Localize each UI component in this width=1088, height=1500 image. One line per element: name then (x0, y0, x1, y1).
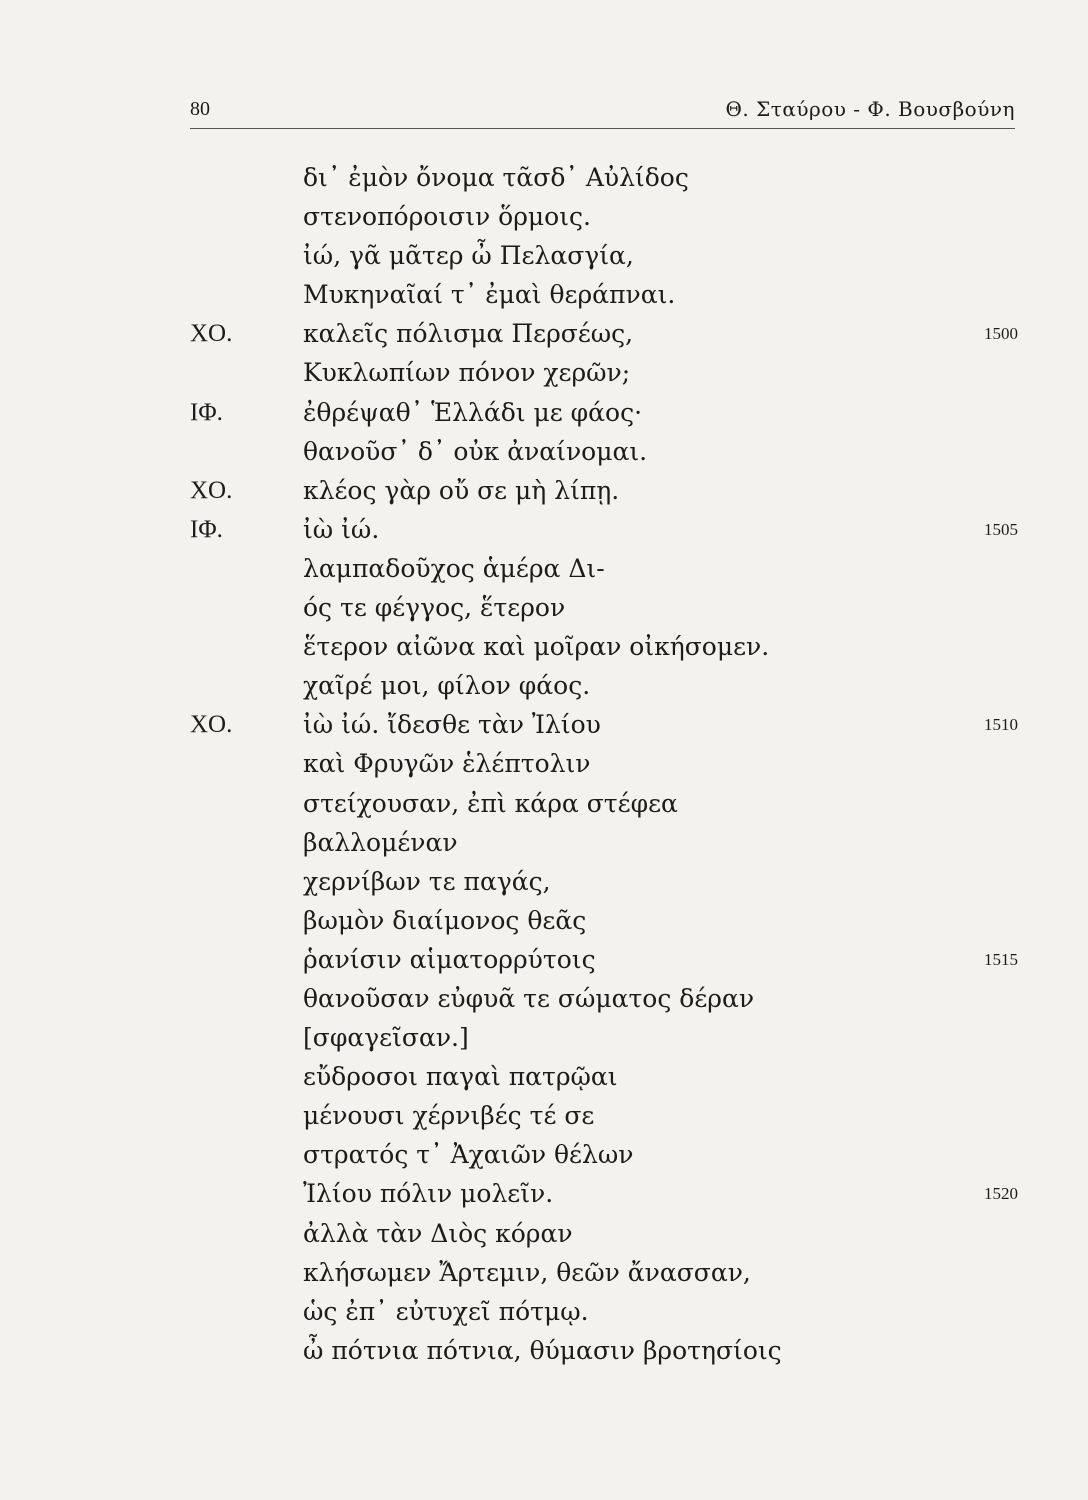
verse-line (0, 471, 1088, 510)
verse-text: δι᾽ ἐμὸν ὄνομα τᾶσδ᾽ Αὐλίδος (303, 163, 689, 192)
verse-text: ἀλλὰ τὰν Διὸς κόραν (303, 1218, 573, 1248)
verse-text: ἰὼ ἰώ. ἴδεσθε τὰν Ἰλίου (303, 710, 601, 740)
verse-line (0, 744, 1088, 783)
verse-line (0, 979, 1088, 1018)
verse-text: βαλλομέναν (303, 827, 458, 857)
verse-line (0, 784, 1088, 823)
running-head: Θ. Σταύρου - Φ. Βουσβούνη (725, 97, 1015, 121)
verse-line (0, 549, 1088, 588)
verse-line (0, 432, 1088, 471)
verse-line (0, 353, 1088, 392)
page-number: 80 (190, 98, 210, 120)
verse-line (0, 236, 1088, 275)
verse-text: καλεῖς πόλισμα Περσέως, (303, 319, 634, 349)
line-number: 1510 (984, 715, 1018, 735)
verse-text: λαμπαδοῦχος ἁμέρα Δι- (303, 553, 605, 583)
verse-line (0, 588, 1088, 627)
verse-line (0, 510, 1088, 549)
speaker-label: ΧΟ. (190, 320, 233, 348)
verse-line (0, 393, 1088, 432)
verse-text: εὔδροσοι παγαὶ πατρῷαι (303, 1062, 618, 1092)
verse-line (0, 705, 1088, 744)
verse-line (0, 901, 1088, 940)
verse-text: χερνίβων τε παγάς, (303, 866, 551, 896)
verse-text: χαῖρέ μοι, φίλον φάος. (303, 671, 591, 701)
verse-text: κλήσωμεν Ἄρτεμιν, θεῶν ἄνασσαν, (303, 1257, 751, 1287)
verse-block (0, 158, 1088, 1370)
verse-text: Μυκηναῖαί τ᾽ ἐμαὶ θεράπναι. (303, 280, 676, 310)
verse-text: θανοῦσ᾽ δ᾽ οὐκ ἀναίνομαι. (303, 436, 648, 466)
verse-line (0, 1018, 1088, 1057)
verse-line (0, 314, 1088, 353)
verse-line (0, 1292, 1088, 1331)
verse-text: ὦ πότνια πότνια, θύμασιν βροτησίοις (303, 1335, 782, 1365)
verse-line (0, 666, 1088, 705)
verse-text: Ἰλίου πόλιν μολεῖν. (303, 1179, 554, 1209)
line-number: 1520 (984, 1184, 1018, 1204)
verse-text: Κυκλωπίων πόνον χερῶν; (303, 358, 631, 388)
verse-line (0, 1135, 1088, 1174)
verse-line (0, 197, 1088, 236)
speaker-label: ΙΦ. (190, 398, 223, 426)
verse-line (0, 823, 1088, 862)
verse-line (0, 1253, 1088, 1292)
verse-line (0, 158, 1088, 197)
line-number: 1515 (984, 949, 1018, 969)
verse-text: κλέος γὰρ οὔ σε μὴ λίπῃ. (303, 475, 620, 505)
verse-text: καὶ Φρυγῶν ἑλέπτολιν (303, 749, 591, 779)
verse-text: στρατός τ᾽ Ἀχαιῶν θέλων (303, 1140, 634, 1170)
verse-line (0, 627, 1088, 666)
verse-text: θανοῦσαν εὐφυᾶ τε σώματος δέραν (303, 983, 755, 1013)
verse-line (0, 1331, 1088, 1370)
verse-text: ὡς ἐπ᾽ εὐτυχεῖ πότμῳ. (303, 1296, 589, 1326)
header-rule (190, 128, 1015, 129)
verse-text: βωμὸν διαίμονος θεᾶς (303, 905, 587, 935)
verse-line (0, 862, 1088, 901)
line-number: 1505 (984, 519, 1018, 539)
verse-text: ῥανίσιν αἱματορρύτοις (303, 944, 596, 974)
verse-line (0, 940, 1088, 979)
verse-text: [σφαγεῖσαν.] (303, 1023, 469, 1053)
line-number: 1500 (984, 324, 1018, 344)
verse-line (0, 275, 1088, 314)
verse-line (0, 1174, 1088, 1213)
verse-text: ός τε φέγγος, ἕτερον (303, 593, 566, 623)
verse-line (0, 1096, 1088, 1135)
verse-text: ἰὼ ἰώ. (303, 514, 380, 544)
speaker-label: ΧΟ. (190, 711, 233, 739)
verse-text: ἐθρέψαθ᾽ Ἑλλάδι με φάος· (303, 397, 643, 427)
verse-text: στενοπόροισιν ὅρμοις. (303, 202, 591, 232)
verse-line (0, 1214, 1088, 1253)
verse-text: ἕτερον αἰῶνα καὶ μοῖραν οἰκήσομεν. (303, 632, 770, 662)
speaker-label: ΧΟ. (190, 476, 233, 504)
verse-line (0, 1057, 1088, 1096)
speaker-label: ΙΦ. (190, 515, 223, 543)
verse-text: στείχουσαν, ἐπὶ κάρα στέφεα (303, 788, 678, 818)
verse-text: ἰώ, γᾶ μᾶτερ ὦ Πελασγία, (303, 241, 634, 271)
verse-text: μένουσι χέρνιβές τέ σε (303, 1101, 595, 1131)
